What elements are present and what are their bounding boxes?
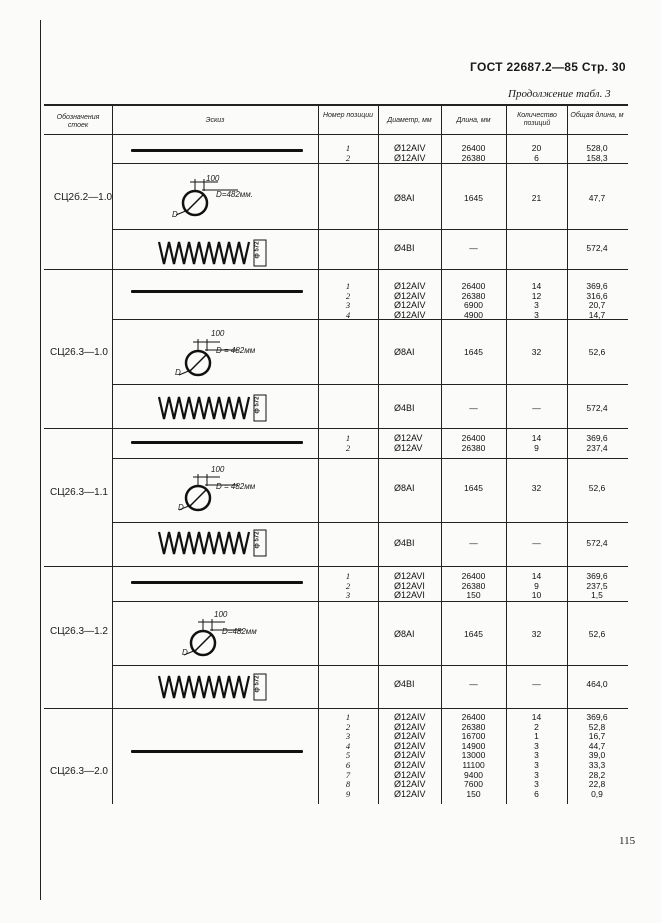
total-length-values: 369,6 316,6 20,7 14,7 [586,281,608,320]
table-header-rule [44,134,628,135]
spiral-dimension: ф 572 [254,675,261,693]
spiral-dimension: ф 572 [254,241,261,259]
total-length-values: 464,0 [586,679,608,689]
total-length-values: 369,6 237,5 1,5 [586,571,608,601]
total-length-values: 52,6 [588,483,606,493]
length-values: 26400 26380 [461,433,486,453]
rebar-line-sketch [131,290,303,293]
diameter-values: Ø12AIV Ø12AIV [394,143,426,163]
diameter-values: Ø8AI [394,483,415,493]
length-values: 26400 26380 [461,143,486,163]
group-divider-1 [44,269,628,270]
count-values: 32 [531,483,542,493]
spiral-dimension: ф 572 [254,531,261,549]
ring-d-letter: D [182,648,188,657]
ring-outer-dim: 100 [211,465,225,474]
diameter-values: Ø4BI [394,403,415,413]
col-header-count: Количество позиций [517,112,557,127]
count-values: 32 [531,629,542,639]
count-values: 14 9 10 [531,571,542,601]
col-rule [318,104,319,804]
length-values: 1645 [464,483,483,493]
group-designation: СЦ26.3—2.0 [50,766,108,777]
rebar-line-sketch [131,750,303,753]
ring-diameter-label: D=482мм. [216,190,253,199]
ring-outer-dim: 100 [211,329,225,338]
ring-diameter-label: D=482мм [222,627,257,636]
count-values: 14 12 3 3 [531,281,542,320]
count-values: — [532,538,541,548]
rebar-line-sketch [131,441,303,444]
total-length-values: 572,4 [586,538,608,548]
col-rule [112,104,113,804]
count-values: 14 9 [531,433,542,453]
document-header: ГОСТ 22687.2—85 Стр. 30 [470,60,626,74]
group-designation: СЦ26.3—1.0 [50,347,108,358]
group-designation: СЦ26.3—1.2 [50,626,108,637]
position-numbers: 1 2 [345,143,351,163]
diameter-values: Ø4BI [394,679,415,689]
ring-diameter-label: D = 482мм [216,482,256,491]
length-values: — [469,403,478,413]
col-header-position: Номер позиции [322,112,374,119]
col-rule [506,104,507,804]
col-header-sketch: Эскиз [205,117,225,124]
diameter-values: Ø8AI [394,347,415,357]
diameter-values: Ø4BI [394,538,415,548]
diameter-values: Ø4BI [394,243,415,253]
length-values: 1645 [464,629,483,639]
row-rule [112,229,628,230]
col-header-diameter: Диаметр, мм [387,117,432,124]
ring-diameter-label: D = 482мм [216,346,256,355]
row-rule [112,665,628,666]
position-numbers: 1 2 [345,433,351,453]
page-number: 115 [619,835,636,847]
count-values: — [532,679,541,689]
spiral-dimension: ф 572 [254,396,261,414]
continuation-label: Продолжение табл. 3 [508,88,611,100]
total-length-values: 369,6 52,8 16,7 44,7 39,0 33,3 28,2 22,8 0,9 [586,712,608,799]
ring-outer-dim: 100 [206,174,220,183]
count-values: 32 [531,347,542,357]
group-designation: СЦ26.3—1.1 [50,487,108,498]
count-values: 21 [531,193,542,203]
length-values: 26400 26380 150 [461,571,486,601]
group-divider-3 [44,566,628,567]
row-rule [112,601,628,602]
ring-sketch [160,330,310,385]
diameter-values: Ø12AIV Ø12AIV Ø12AIV Ø12AIV [394,281,426,320]
total-length-values: 52,6 [588,629,606,639]
rebar-line-sketch [131,581,303,584]
total-length-values: 47,7 [588,193,606,203]
length-values: — [469,538,478,548]
length-values: 1645 [464,347,483,357]
ring-outer-dim: 100 [214,610,228,619]
ring-d-letter: D [178,503,184,512]
table-top-rule [44,104,628,106]
count-values: — [532,403,541,413]
length-values: 26400 26380 6900 4900 [461,281,486,320]
col-header-total: Общая длина, м [570,112,624,119]
diameter-values: Ø12AVI Ø12AVI Ø12AVI [394,571,425,601]
total-length-values: 572,4 [586,403,608,413]
ring-d-letter: D [175,368,181,377]
ring-d-letter: D [172,210,178,219]
total-length-values: 572,4 [586,243,608,253]
position-numbers: 1 2 3 4 [345,281,351,320]
row-rule [112,522,628,523]
total-length-values: 369,6 237,4 [586,433,608,453]
length-values: 1645 [464,193,483,203]
col-header-length: Длина, мм [456,117,491,124]
col-rule [441,104,442,804]
count-values: 14 2 1 3 3 3 3 3 6 [531,712,542,799]
col-header-designation: Обозначения стоек [56,114,100,129]
length-values: 26400 26380 16700 14900 13000 11100 9400 7600 150 [461,712,486,799]
rebar-line-sketch [131,149,303,152]
diameter-values: Ø12AV Ø12AV [394,433,423,453]
total-length-values: 528,0 158,3 [586,143,608,163]
group-divider-4 [44,708,628,709]
count-values: 20 6 [531,143,542,163]
row-rule [112,458,628,459]
diameter-values: Ø12AIV Ø12AIV Ø12AIV Ø12AIV Ø12AIV Ø12AIV Ø12AIV Ø12AIV Ø12AIV [394,712,426,799]
position-numbers: 1 2 3 4 5 6 7 8 9 [345,712,351,799]
col-rule [567,104,568,804]
position-numbers: 1 2 3 [345,571,351,601]
diameter-values: Ø8AI [394,193,415,203]
group-divider-2 [44,428,628,429]
col-rule [378,104,379,804]
length-values: — [469,679,478,689]
group-designation: СЦ2б.2—1.0 [53,192,113,203]
length-values: — [469,243,478,253]
diameter-values: Ø8AI [394,629,415,639]
total-length-values: 52,6 [588,347,606,357]
